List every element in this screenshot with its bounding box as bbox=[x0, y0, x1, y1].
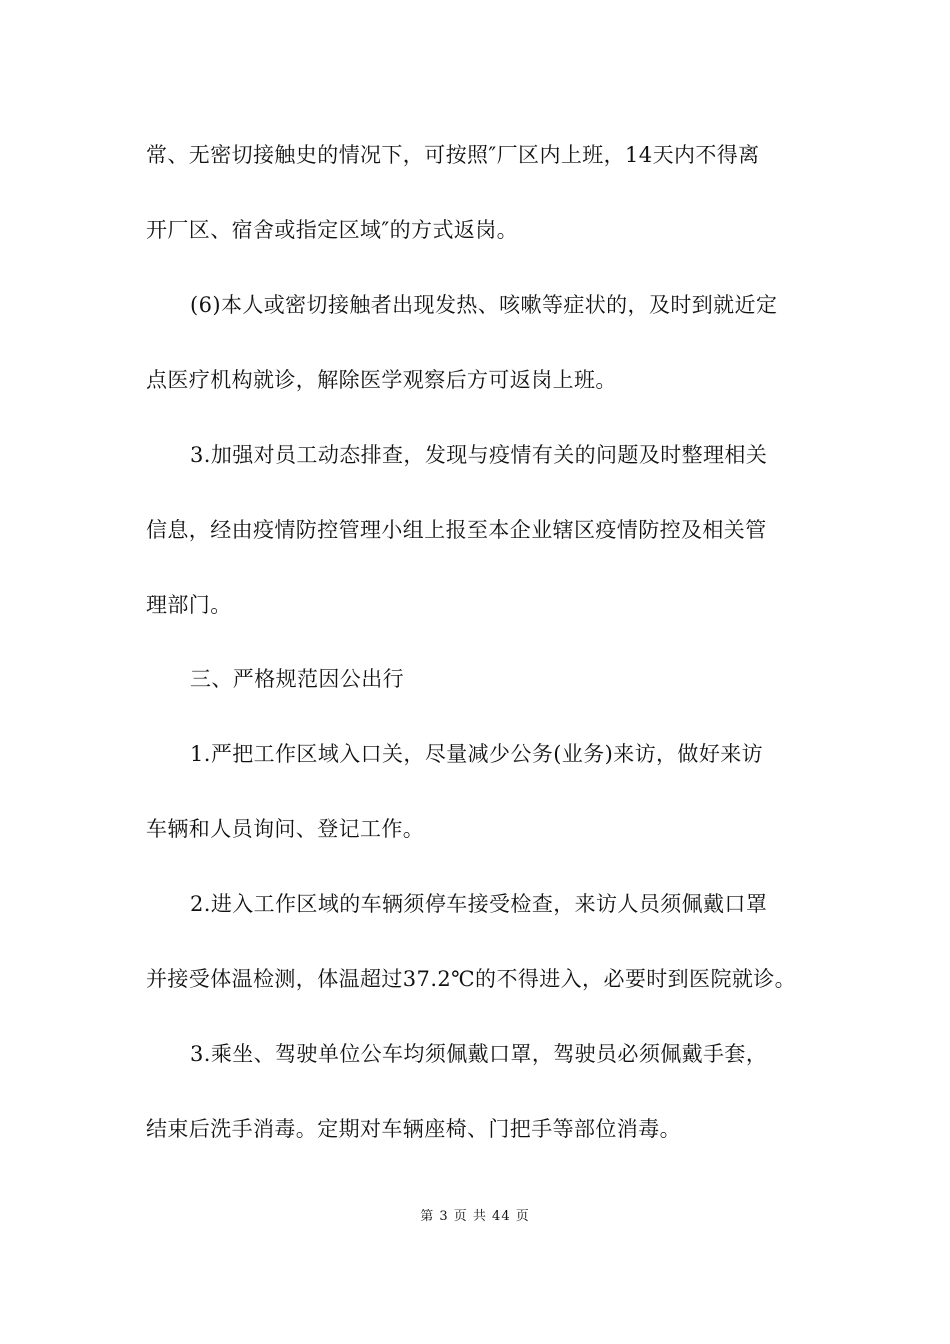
paragraph-line: 3.乘坐、驾驶单位公车均须佩戴口罩，驾驶员必须佩戴手套， bbox=[190, 1042, 768, 1066]
paragraph-line: 结束后洗手消毒。定期对车辆座椅、门把手等部位消毒。 bbox=[146, 1117, 681, 1141]
paragraph-line: 理部门。 bbox=[146, 593, 232, 617]
paragraph-line: 信息，经由疫情防控管理小组上报至本企业辖区疫情防控及相关管 bbox=[146, 518, 767, 542]
paragraph-line: 开厂区、宿舍或指定区域″的方式返岗。 bbox=[146, 218, 519, 242]
paragraph-line: 1.严把工作区域入口关，尽量减少公务(业务)来访，做好来访 bbox=[190, 742, 764, 766]
section-heading: 三、严格规范因公出行 bbox=[190, 667, 404, 691]
paragraph-line: 点医疗机构就诊，解除医学观察后方可返岗上班。 bbox=[146, 368, 617, 392]
paragraph-line: 并接受体温检测，体温超过37.2℃的不得进入，必要时到医院就诊。 bbox=[146, 967, 797, 991]
paragraph-line: (6)本人或密切接触者出现发热、咳嗽等症状的，及时到就近定 bbox=[190, 293, 778, 317]
paragraph-line: 3.加强对员工动态排查，发现与疫情有关的问题及时整理相关 bbox=[190, 443, 768, 467]
paragraph-line: 2.进入工作区域的车辆须停车接受检查，来访人员须佩戴口罩 bbox=[190, 892, 768, 916]
page-number: 第 3 页 共 44 页 bbox=[420, 1209, 530, 1224]
paragraph-line: 常、无密切接触史的情况下，可按照″厂区内上班，14天内不得离 bbox=[146, 143, 760, 167]
paragraph-line: 车辆和人员询问、登记工作。 bbox=[146, 817, 425, 841]
